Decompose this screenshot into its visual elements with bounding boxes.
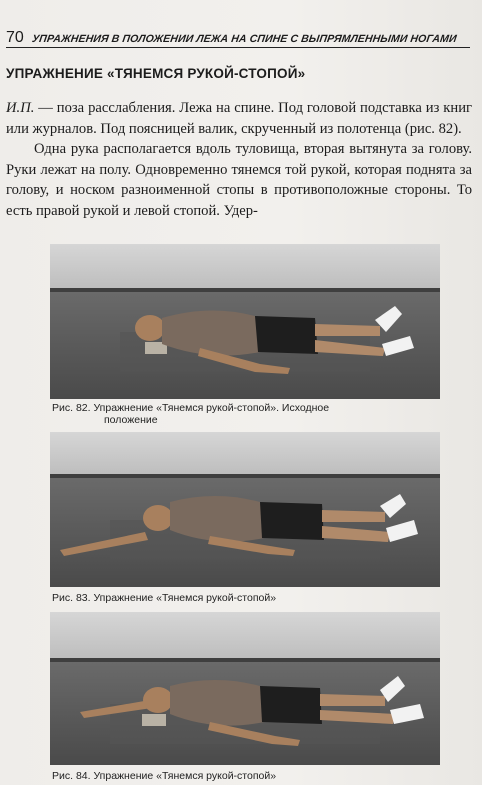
figure-82-caption-line-2: положение bbox=[104, 414, 158, 426]
figure-84-photo bbox=[50, 612, 440, 765]
figure-83-caption: Рис. 83. Упражнение «Тянемся рукой-стопой» bbox=[52, 592, 277, 604]
figure-82-photo bbox=[50, 244, 440, 399]
figure-84-caption: Рис. 84. Упражнение «Тянемся рукой-стопой» bbox=[52, 770, 277, 782]
paragraph-2: Одна рука располагается вдоль туловища, вторая вытянута за голову. Руки лежат на полу. Одновременно тянемся той рукой, которая поднята за голову, и носком разноименной стопы в противоположные стороны. То есть правой рукой и левой стопой. Удер- bbox=[6, 141, 472, 219]
running-title: УПРАЖНЕНИЯ В ПОЛОЖЕНИИ ЛЕЖА НА СПИНЕ С ВЫПРЯМЛЕННЫМИ НОГАМИ bbox=[30, 33, 458, 45]
section-title: УПРАЖНЕНИЕ «ТЯНЕМСЯ РУКОЙ-СТОПОЙ» bbox=[6, 66, 306, 81]
paragraph-1-text: — поза расслабления. Лежа на спине. Под головой подставка из книг или журналов. Под поясницей валик, скрученный из полотенца (рис. 82). bbox=[6, 100, 472, 137]
page-number: 70 bbox=[6, 29, 24, 46]
body-text bbox=[6, 98, 472, 221]
figure-83-photo bbox=[50, 432, 440, 587]
start-position-label: И.П. bbox=[6, 100, 35, 116]
figure-82-caption-line-1: Рис. 82. Упражнение «Тянемся рукой-стопой». Исходное bbox=[52, 402, 330, 414]
running-header bbox=[6, 27, 470, 48]
figure-82-caption bbox=[52, 402, 452, 426]
paragraph-1 bbox=[6, 98, 472, 139]
